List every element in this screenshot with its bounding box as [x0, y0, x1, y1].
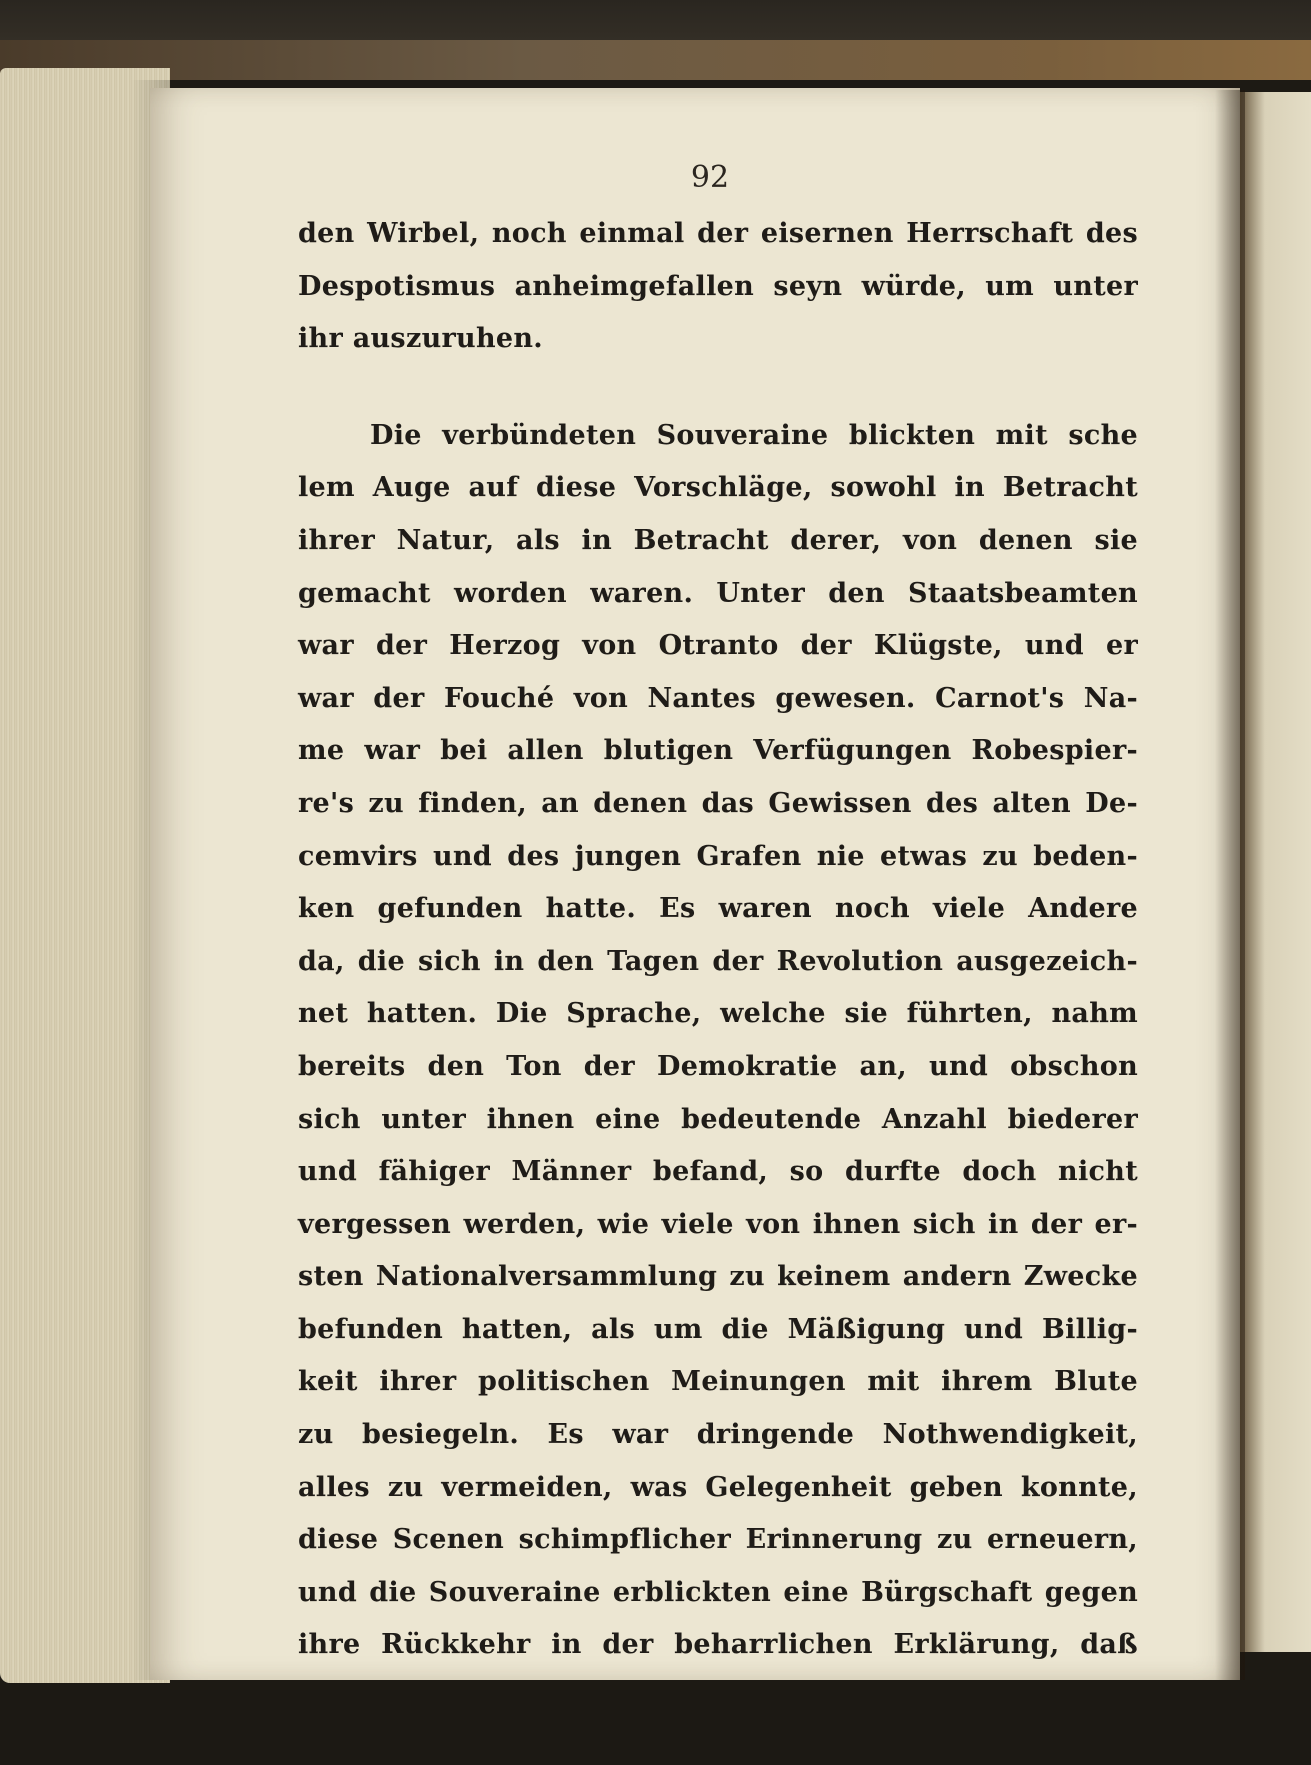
text-line: sich unter ihnen eine bedeutende Anzahl biederer	[298, 1103, 1138, 1135]
book-cover-edge	[0, 40, 1311, 80]
text-line: war der Herzog von Otranto der Klügste, und er	[298, 630, 1138, 662]
text-line: den Wirbel, noch einmal der eisernen Herrschaft des	[298, 218, 1138, 249]
text-line: befunden hatten, als um die Mäßigung und Billig-	[298, 1313, 1138, 1345]
text-line: vergessen werden, wie viele von ihnen sich in der er-	[298, 1208, 1138, 1240]
text-line: ken gefunden hatte. Es waren noch viele Andere	[298, 893, 1138, 925]
text-line: me war bei allen blutigen Verfügungen Robespier-	[298, 735, 1138, 767]
text-line: cemvirs und des jungen Grafen nie etwas zu beden-	[298, 840, 1138, 872]
text-line: sten Nationalversammlung zu keinem andern Zwecke	[298, 1261, 1138, 1293]
text-line: keit ihrer politischen Meinungen mit ihrem Blute	[298, 1366, 1138, 1398]
text-line: bereits den Ton der Demokratie an, und obschon	[298, 1050, 1138, 1082]
gutter-shadow	[1215, 90, 1245, 1680]
text-line: und fähiger Männer befand, so durfte doch nicht	[298, 1156, 1138, 1188]
text-line: da, die sich in den Tagen der Revolution ausgezeich-	[298, 945, 1138, 977]
text-line: war der Fouché von Nantes gewesen. Carnot's Na-	[298, 682, 1138, 714]
text-line: Despotismus anheimgefallen seyn würde, um unter	[298, 270, 1138, 302]
text-line: alles zu vermeiden, was Gelegenheit geben konnte,	[298, 1471, 1138, 1503]
text-line: ihre Rückkehr in der beharrlichen Erklärung, daß	[298, 1629, 1138, 1661]
paragraph	[298, 410, 1138, 1672]
text-line: ihrer Natur, als in Betracht derer, von denen sie	[298, 524, 1138, 556]
text-line: re's zu finden, an denen das Gewissen des alten De-	[298, 787, 1138, 819]
page-number: 92	[690, 160, 730, 195]
paragraph-gap	[298, 366, 1138, 410]
text-line: gemacht worden waren. Unter den Staatsbeamten	[298, 577, 1138, 609]
facing-page-edge	[1240, 92, 1311, 1652]
text-line: ihr auszuruhen.	[298, 323, 543, 355]
text-line: und die Souveraine erblickten eine Bürgschaft gegen	[298, 1576, 1138, 1608]
text-line: diese Scenen schimpflicher Erinnerung zu erneuern,	[298, 1524, 1138, 1556]
body-text	[298, 208, 1138, 1672]
paragraph	[298, 208, 1138, 366]
text-line: Die verbündeten Souveraine blickten mit sche	[370, 419, 1138, 451]
text-line: net hatten. Die Sprache, welche sie führten, nahm	[298, 998, 1138, 1030]
dark-backdrop-bottom	[0, 1690, 1311, 1765]
text-line: zu besiegeln. Es war dringende Nothwendigkeit,	[298, 1419, 1138, 1451]
text-line: lem Auge auf diese Vorschläge, sowohl in Betracht	[298, 472, 1138, 504]
